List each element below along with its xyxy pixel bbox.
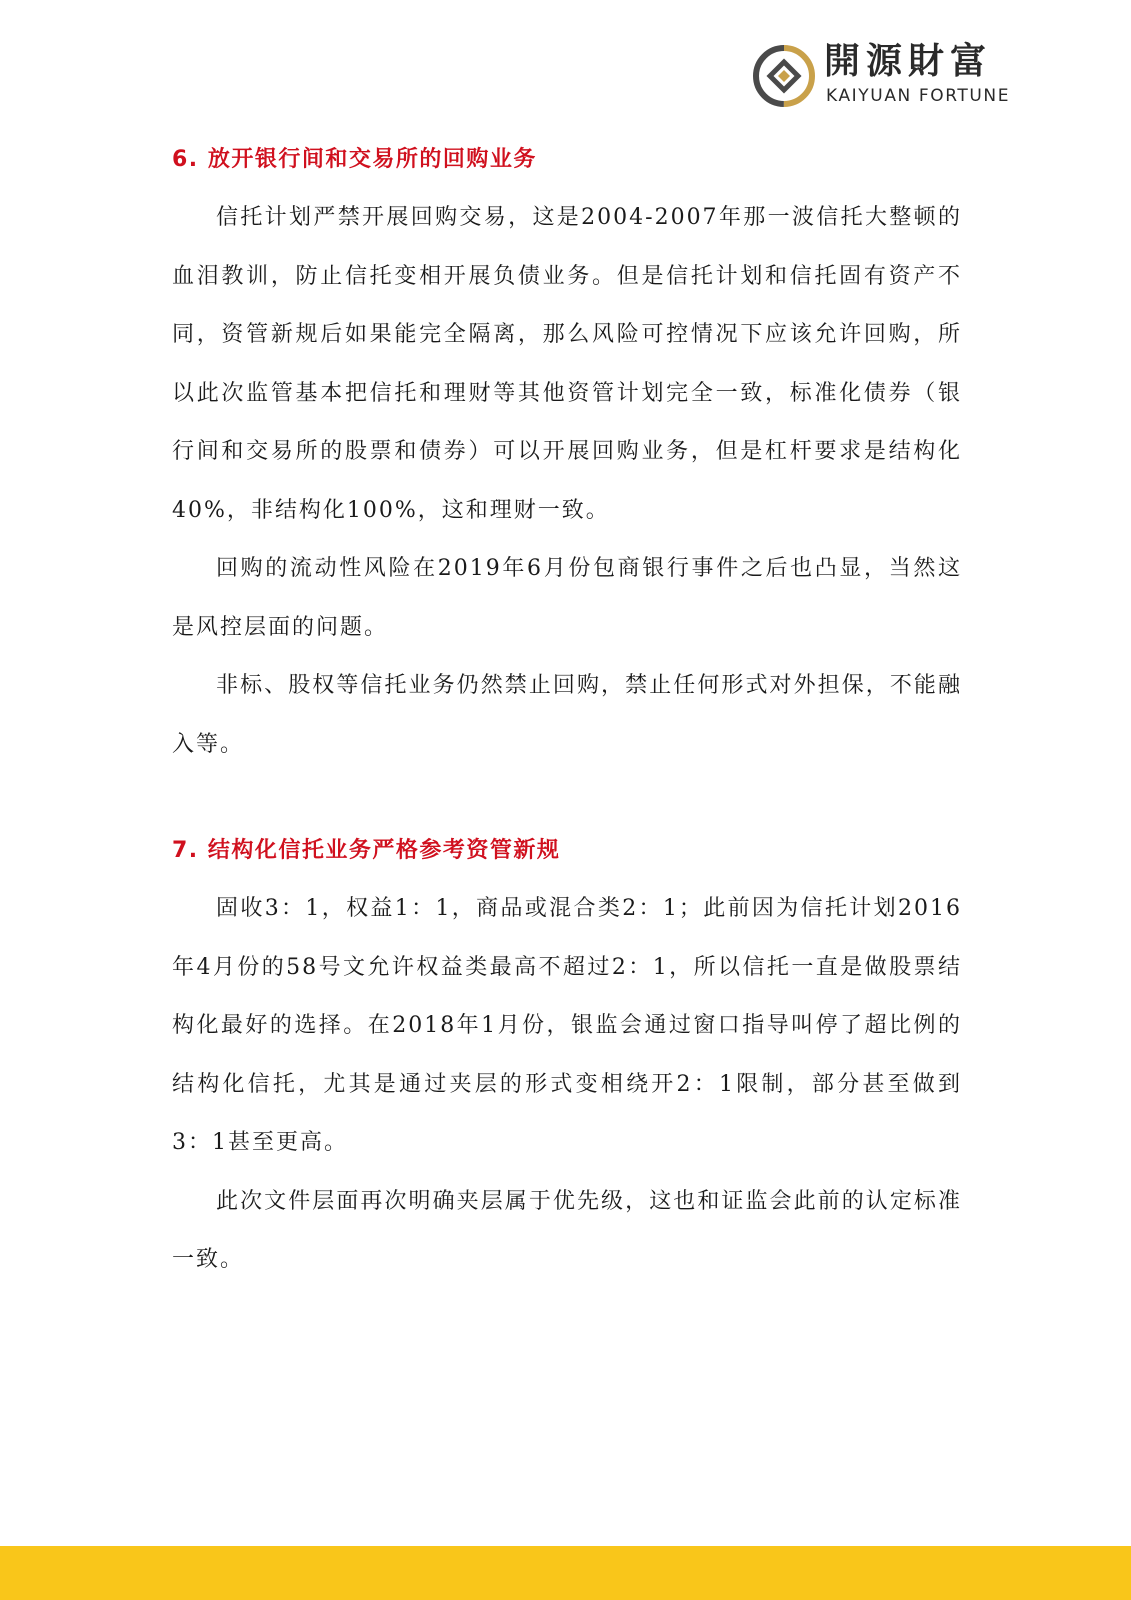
paragraph: 回购的流动性风险在2019年6月份包商银行事件之后也凸显，当然这是风控层面的问题。 — [172, 556, 962, 640]
footer-bar — [0, 1546, 1131, 1600]
section-heading: 6. 放开银行间和交易所的回购业务 — [172, 147, 537, 172]
document-body — [172, 145, 962, 1290]
paragraph: 信托计划严禁开展回购交易，这是2004-2007年那一波信托大整顿的血泪教训，防止信托变相开展负债业务。但是信托计划和信托固有资产不同，资管新规后如果能完全隔离，那么风险可控情况下应该允许回购，所以此次监管基本把信托和理财等其他资管计划完全一致，标准化债券（银行间和交易所的股票和债券）可以开展回购业务，但是杠杆要求是结构化40%，非结构化100%，这和理财一致。 — [172, 205, 962, 523]
paragraph: 固收3：1，权益1：1，商品或混合类2：1；此前因为信托计划2016年4月份的58号文允许权益类最高不超过2：1，所以信托一直是做股票结构化最好的选择。在2018年1月份，银监会通过窗口指导叫停了超比例的结构化信托，尤其是通过夹层的形式变相绕开2：1限制，部分甚至做到3：1甚至更高。 — [172, 896, 962, 1155]
company-logo — [752, 40, 1052, 110]
logo-chinese-name: 開源財富 — [824, 41, 993, 82]
kaiyuan-logo-icon — [752, 44, 816, 108]
section-heading: 7. 结构化信托业务严格参考资管新规 — [172, 838, 561, 863]
section-6 — [172, 145, 962, 774]
logo-english-name: KAIYUAN FORTUNE — [826, 86, 1011, 106]
paragraph: 此次文件层面再次明确夹层属于优先级，这也和证监会此前的认定标准一致。 — [172, 1188, 962, 1272]
section-spacer — [172, 774, 962, 836]
paragraph: 非标、股权等信托业务仍然禁止回购，禁止任何形式对外担保，不能融入等。 — [172, 673, 962, 757]
section-7 — [172, 836, 962, 1290]
